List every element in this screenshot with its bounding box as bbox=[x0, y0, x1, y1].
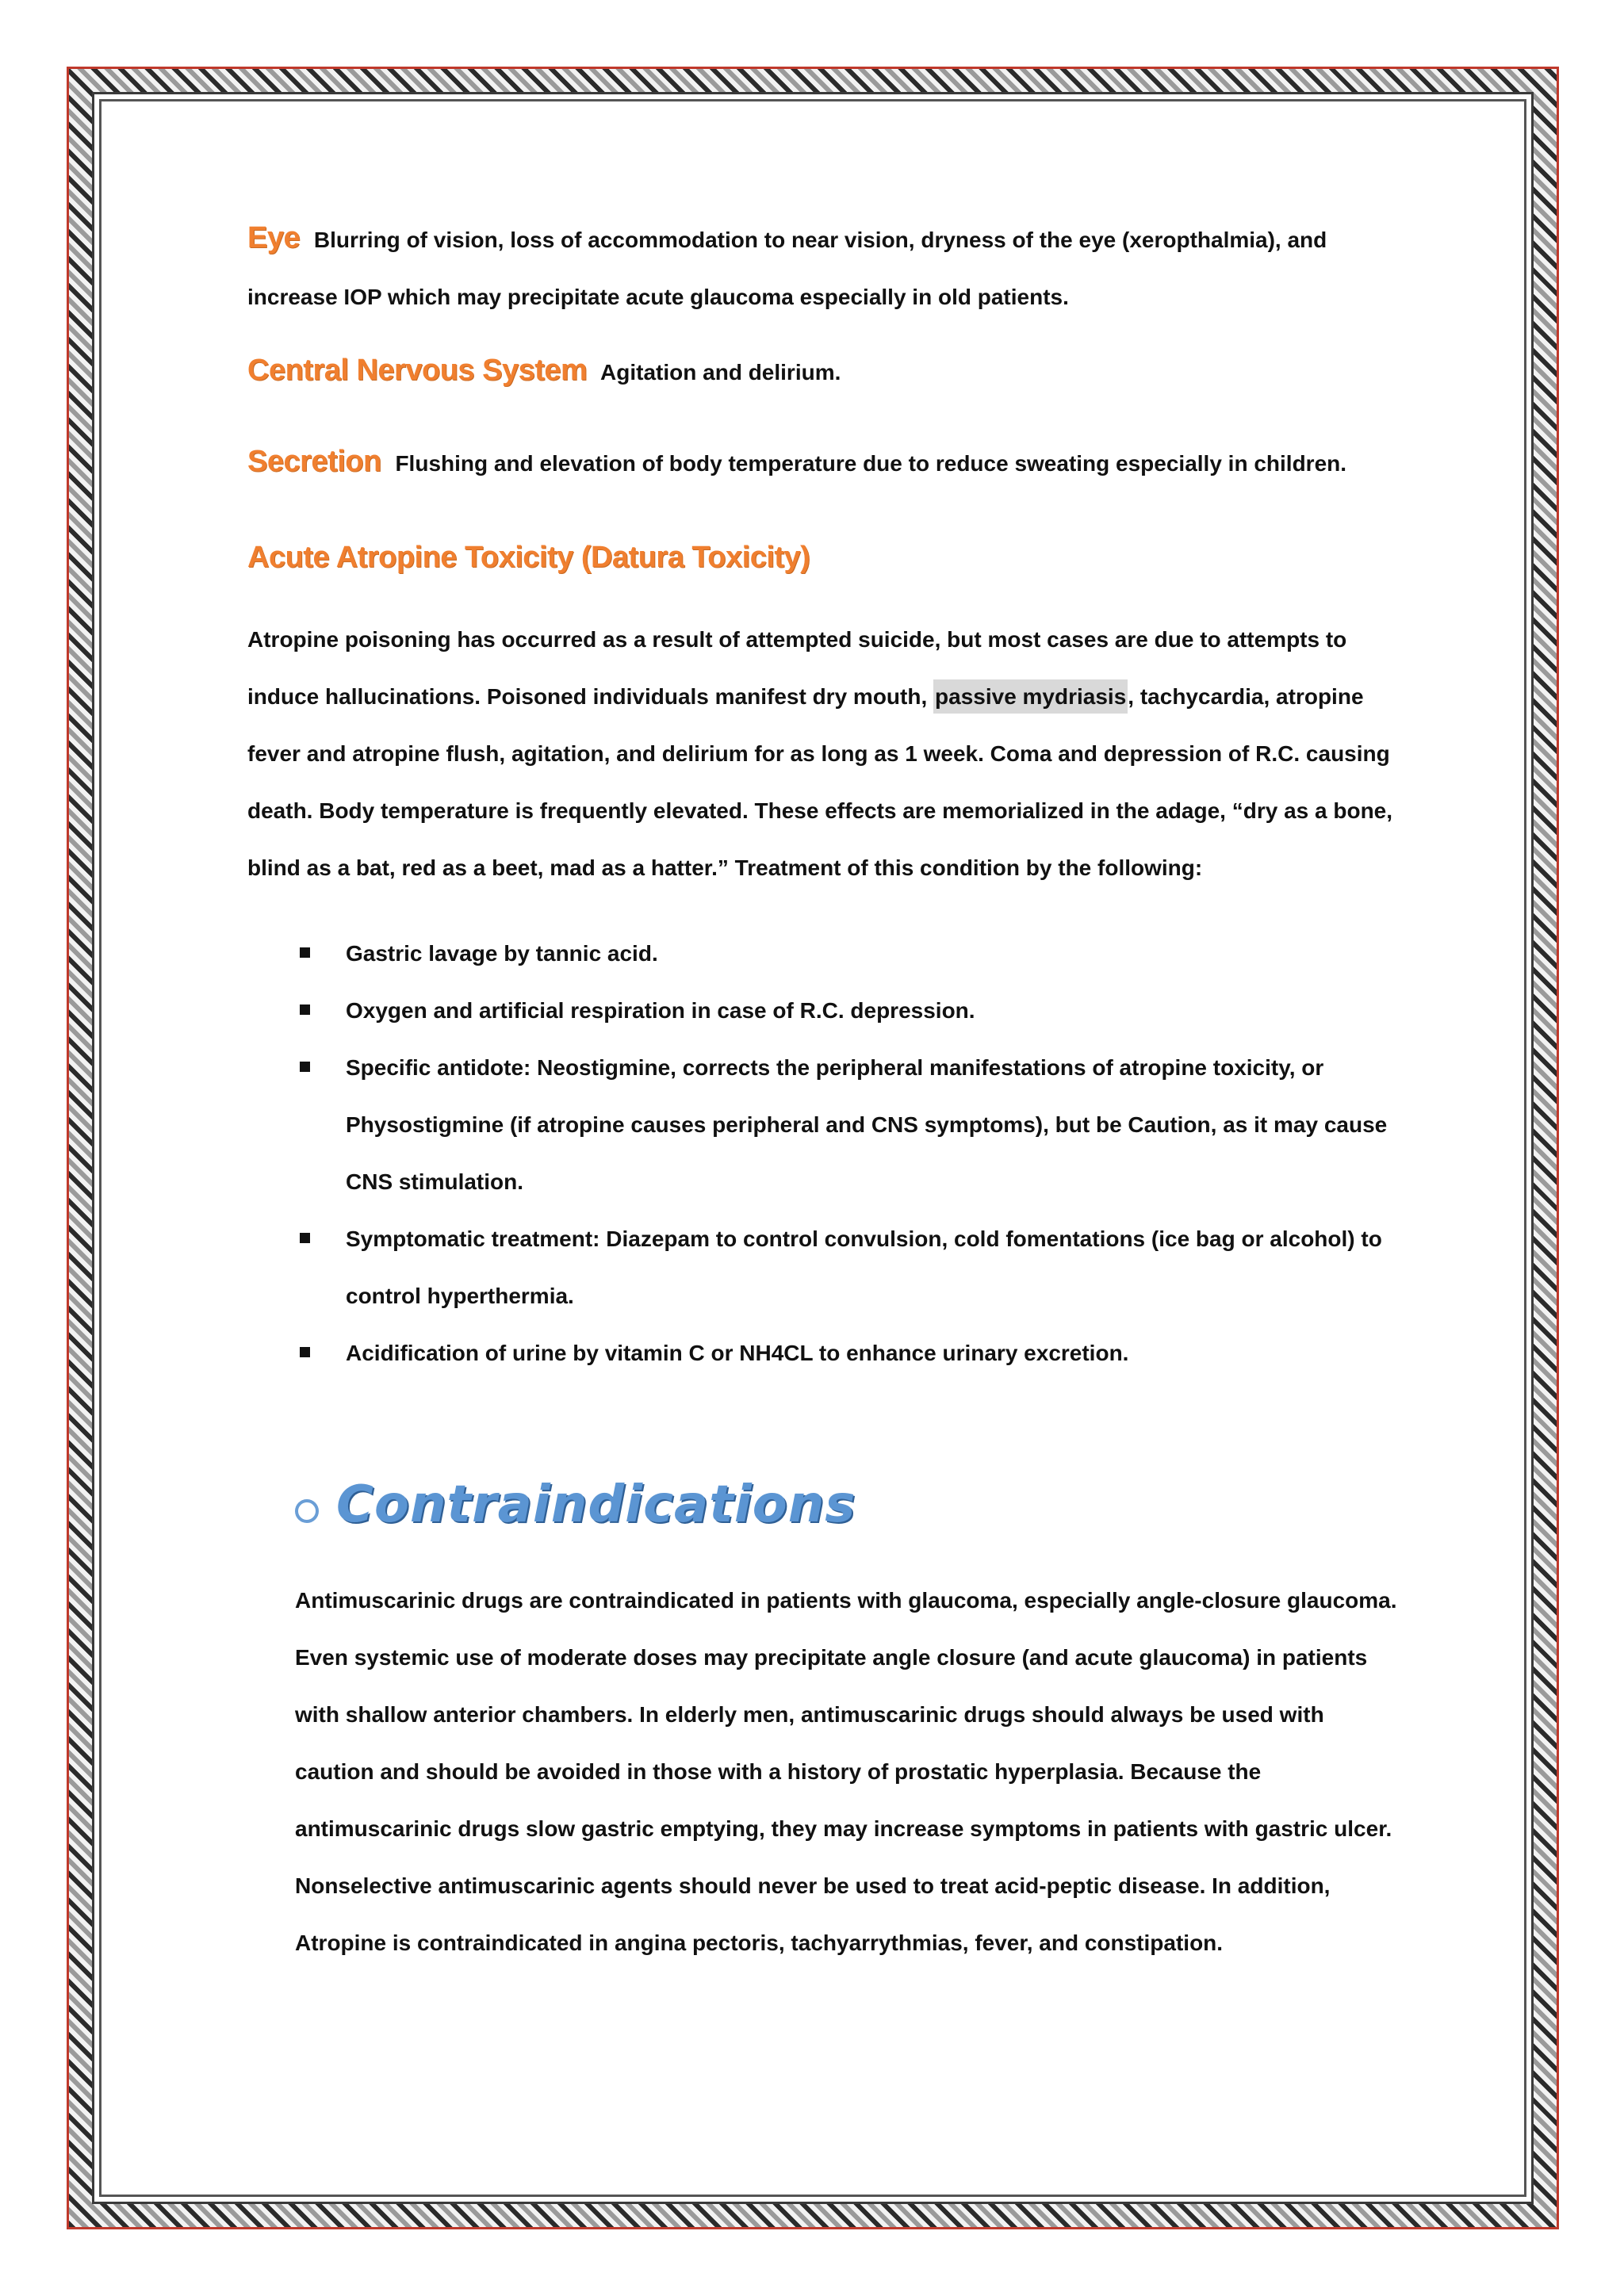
cns-section bbox=[247, 342, 1405, 401]
toxicity-paragraph bbox=[247, 611, 1405, 897]
toxicity-text-part-2: , tachycardia, atropine fever and atropine flush, agitation, and delirium for as long as 1 week. Coma and depression of R.C. causing death. Body temperature is frequently elevated. These effects are memorialized in the adage, “dry as a bone, blind as a bat, red as a beet, mad as a hatter.” Treatment of this condition by the following: bbox=[247, 684, 1393, 880]
eye-heading: Eye bbox=[247, 221, 301, 254]
treatment-item-text: Symptomatic treatment: Diazepam to control convulsion, cold fomentations (ice bag or alcohol) to control hyperthermia. bbox=[346, 1226, 1382, 1308]
square-bullet-icon bbox=[300, 1347, 310, 1357]
eye-section bbox=[247, 209, 1405, 326]
square-bullet-icon bbox=[300, 1062, 310, 1072]
treatment-item bbox=[346, 1325, 1405, 1382]
eye-text: Blurring of vision, loss of accommodation to near vision, dryness of the eye (xeropthalmia), and increase IOP which may precipitate acute glaucoma especially in old patients. bbox=[247, 228, 1327, 309]
document-content bbox=[247, 209, 1405, 1972]
treatment-item bbox=[346, 925, 1405, 982]
contraindications-title: Contraindications bbox=[336, 1475, 856, 1534]
contraindications-text: Antimuscarinic drugs are contraindicated in patients with glaucoma, especially angle-closure glaucoma. Even systemic use of moderate doses may precipitate angle closure (and acute glaucoma) in patients with shallow anterior chambers. In elderly men, antimuscarinic drugs should always be used with caution and should be avoided in those with a history of prostatic hyperplasia. Because the antimuscarinic drugs slow gastric emptying, they may increase symptoms in patients with gastric ulcer. Nonselective antimuscarinic agents should never be used to treat acid-peptic disease. In addition, Atropine is contraindicated in angina pectoris, tachyarrythmias, fever, and constipation. bbox=[295, 1588, 1397, 1955]
square-bullet-icon bbox=[300, 1233, 310, 1243]
treatment-item bbox=[346, 982, 1405, 1039]
circle-bullet-icon bbox=[295, 1499, 319, 1523]
secretion-section bbox=[247, 433, 1405, 492]
highlighted-term: passive mydriasis bbox=[933, 679, 1128, 714]
square-bullet-icon bbox=[300, 1004, 310, 1015]
treatment-list bbox=[247, 925, 1405, 1382]
treatment-item-text: Gastric lavage by tannic acid. bbox=[346, 941, 658, 966]
secretion-heading: Secretion bbox=[247, 445, 381, 478]
treatment-item-text: Oxygen and artificial respiration in case of R.C. depression. bbox=[346, 998, 975, 1023]
cns-text: Agitation and delirium. bbox=[600, 360, 841, 385]
treatment-item bbox=[346, 1211, 1405, 1325]
treatment-item-text: Specific antidote: Neostigmine, corrects the peripheral manifestations of atropine toxicity, or Physostigmine (if atropine causes peripheral and CNS symptoms), but be Caution, as it may cause CNS stimulation. bbox=[346, 1055, 1388, 1194]
toxicity-text-part-1: Atropine poisoning has occurred as a result of attempted suicide, but most cases are due to attempts to induce hallucinations. Poisoned individuals manifest dry mouth, bbox=[247, 627, 1347, 709]
treatment-item bbox=[346, 1039, 1405, 1211]
cns-heading: Central Nervous System bbox=[247, 354, 588, 387]
treatment-item-text: Acidification of urine by vitamin C or NH4CL to enhance urinary excretion. bbox=[346, 1341, 1129, 1365]
square-bullet-icon bbox=[300, 947, 310, 958]
contraindications-heading bbox=[295, 1461, 1405, 1548]
secretion-text: Flushing and elevation of body temperature due to reduce sweating especially in children. bbox=[395, 451, 1347, 476]
toxicity-heading: Acute Atropine Toxicity (Datura Toxicity) bbox=[247, 541, 810, 574]
